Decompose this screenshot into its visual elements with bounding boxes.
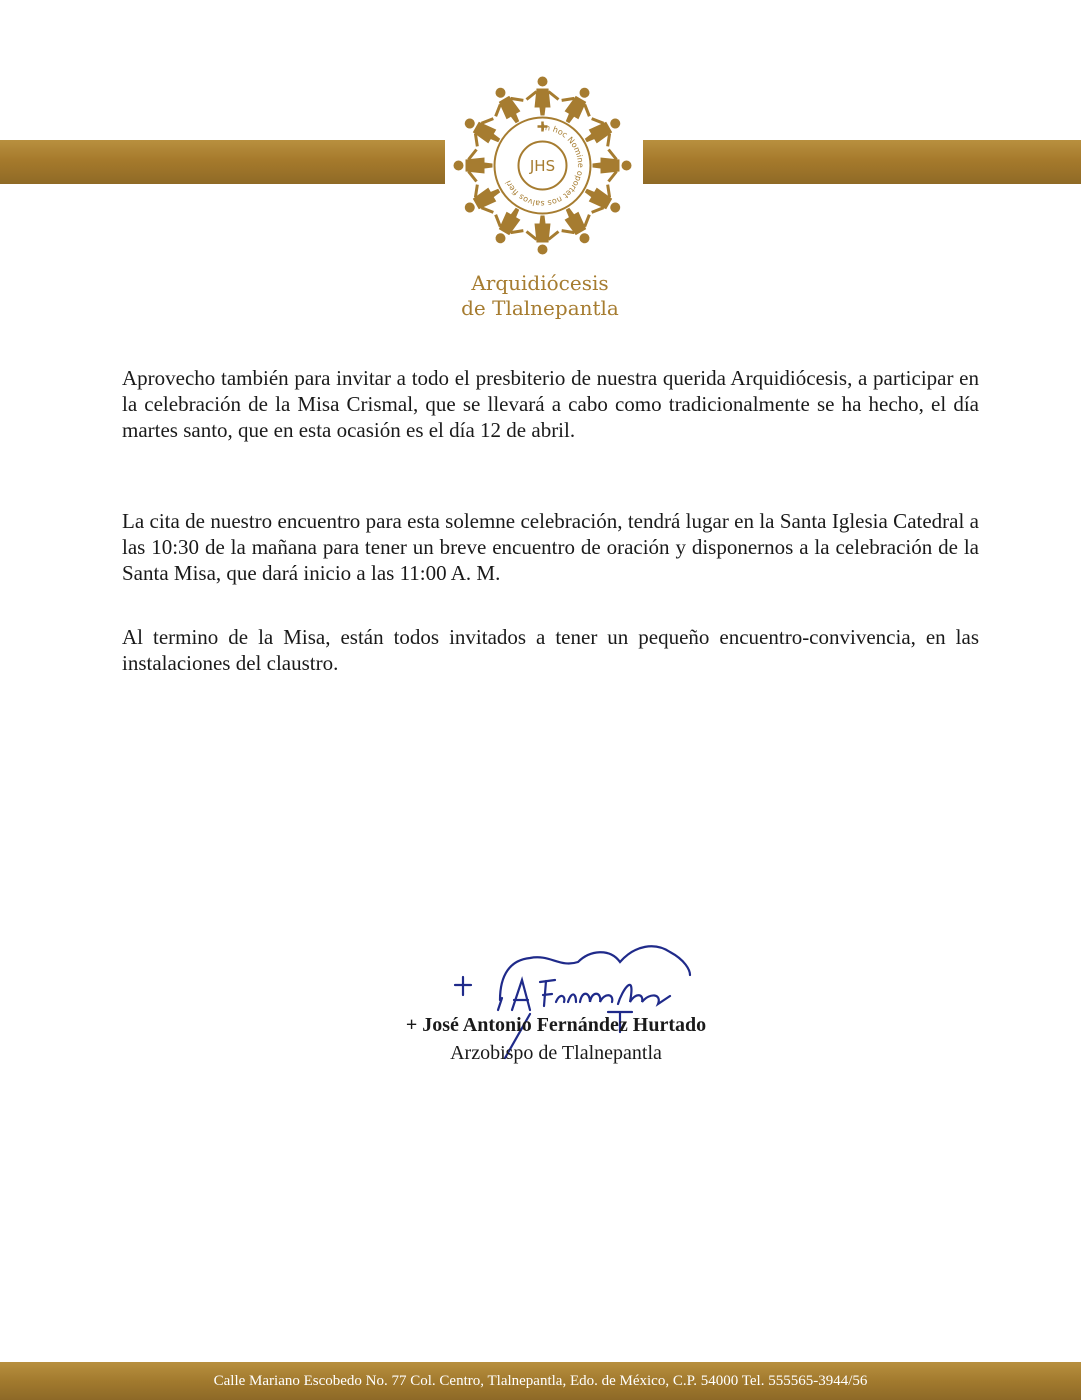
letter-paragraph: Al termino de la Misa, están todos invitados a tener un pequeño encuentro-convivencia, en las instalaciones del claustro. [122, 625, 979, 675]
org-name-line2: de Tlalnepantla [461, 296, 619, 320]
footer-address: Calle Mariano Escobedo No. 77 Col. Centro, Tlalnepantla, Edo. de México, C.P. 54000 Tel. 555565-3944/56 [0, 1362, 1081, 1400]
org-name-line1: Arquidiócesis [471, 271, 609, 295]
svg-text:In hoc Nomine oportet nos salv: In hoc Nomine oportet nos salvos fieri [503, 122, 585, 209]
archdiocese-emblem-icon [435, 58, 650, 273]
letter-paragraph: Aprovecho también para invitar a todo el presbiterio de nuestra querida Arquidiócesis, a participar en la celebración de la Misa Crismal, que se llevará a cabo como tradicionalmente se ha hecho, el día martes santo, que en esta ocasión es el día 12 de abril. [122, 366, 979, 442]
svg-text:JHS: JHS [529, 157, 556, 175]
signer-title: Arzobispo de Tlalnepantla [450, 1042, 662, 1064]
header-band-right [643, 140, 1081, 184]
header-band-left [0, 140, 445, 184]
letter-paragraph: La cita de nuestro encuentro para esta solemne celebración, tendrá lugar en la Santa Iglesia Catedral a las 10:30 de la mañana para tener un breve encuentro de oración y disponernos a la celebración de la Santa Misa, que dará inicio a las 11:00 A. M. [122, 509, 979, 585]
signer-name: + José Antonio Fernández Hurtado [405, 1014, 707, 1036]
